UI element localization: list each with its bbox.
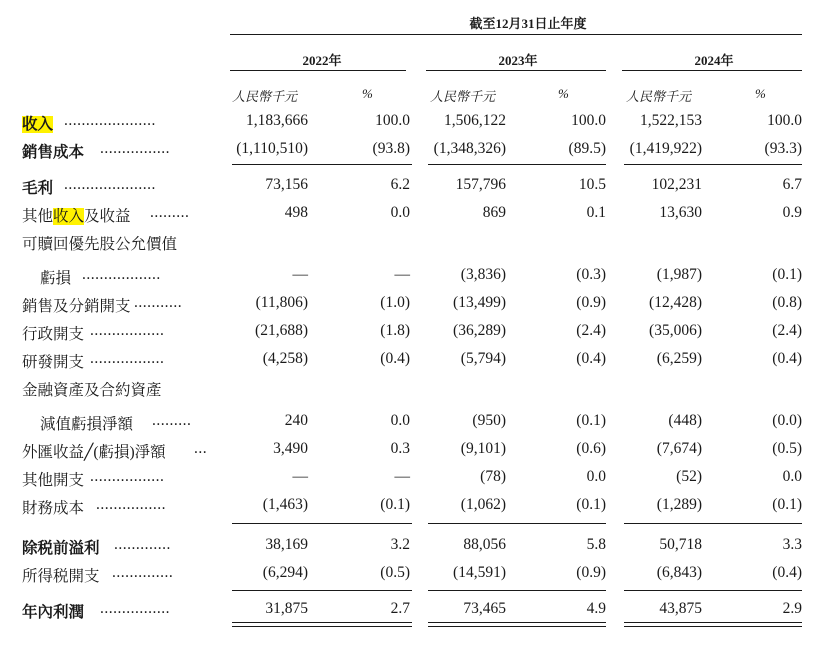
value-2022-amount: 498: [284, 204, 308, 221]
value-2024-pct: (2.4): [772, 322, 802, 339]
value-2024-amount: 102,231: [651, 176, 702, 193]
value-2024-pct: (93.3): [764, 140, 802, 157]
value-2024-pct: (0.8): [772, 294, 802, 311]
year-2023-header: 2023年: [498, 53, 538, 68]
value-2022-pct: (1.0): [380, 294, 410, 311]
value-2023-pct: (0.4): [576, 350, 606, 367]
value-2024-amount: (7,674): [656, 440, 702, 457]
value-2024-pct: (0.0): [772, 412, 802, 429]
leader-dots: .............: [114, 536, 171, 553]
table-row: [0, 176, 832, 200]
value-2024-amount: (12,428): [649, 294, 702, 311]
value-2024-amount: (6,259): [656, 350, 702, 367]
table-row: [0, 294, 832, 318]
value-2023-amount: (14,591): [453, 564, 506, 581]
year-rule-2024: [622, 70, 802, 71]
value-2023-pct: (0.1): [576, 496, 606, 513]
table-row: [0, 350, 832, 374]
table-row: [0, 564, 832, 588]
value-2024-pct: (0.4): [772, 564, 802, 581]
value-2024-amount: (1,289): [656, 496, 702, 513]
value-2023-amount: 1,506,122: [444, 112, 506, 129]
value-2022-amount: (21,688): [255, 322, 308, 339]
year-rule-2023: [426, 70, 606, 71]
value-2023-pct: 100.0: [571, 112, 606, 129]
row-label: 財務成本: [22, 500, 85, 517]
value-2024-pct: 0.9: [782, 204, 802, 221]
value-2022-amount: (6,294): [262, 564, 308, 581]
subtotal-rule: [428, 164, 606, 165]
value-2022-amount: 38,169: [265, 536, 308, 553]
value-2023-amount: (950): [472, 412, 506, 429]
table-row: [0, 140, 832, 164]
value-2024-pct: (0.4): [772, 350, 802, 367]
leader-dots: ..............: [112, 564, 174, 581]
value-2023-amount: (13,499): [453, 294, 506, 311]
table-row: [0, 440, 832, 464]
value-2022-amount: (11,806): [255, 294, 308, 311]
value-2023-pct: (0.9): [576, 564, 606, 581]
year-2022-header: 2022年: [302, 53, 342, 68]
leader-dots: ................: [100, 140, 170, 157]
value-2024-pct: 3.3: [782, 536, 802, 553]
value-2023-pct: (0.9): [576, 294, 606, 311]
value-2022-pct: (93.8): [372, 140, 410, 157]
period-header: 截至12月31日止年度: [469, 16, 587, 31]
table-row: [0, 496, 832, 520]
value-2024-pct: 100.0: [767, 112, 802, 129]
value-2024-amount: (6,843): [656, 564, 702, 581]
row-label: 外匯收益╱(虧損)淨額: [22, 444, 166, 461]
table-row: [0, 232, 832, 256]
subtotal-rule: [624, 590, 802, 591]
table-row: [0, 468, 832, 492]
leader-dots: ..................: [82, 266, 161, 283]
value-2023-pct: 10.5: [578, 176, 606, 193]
value-2022-amount: 31,875: [265, 600, 308, 617]
table-row: [0, 204, 832, 228]
value-2023-amount: 157,796: [455, 176, 506, 193]
value-2022-pct: —: [394, 468, 410, 485]
value-2022-amount: 73,156: [265, 176, 308, 193]
value-2022-pct: —: [394, 266, 410, 283]
value-2023-amount: (5,794): [460, 350, 506, 367]
value-2024-amount: 13,630: [659, 204, 702, 221]
value-2022-pct: (0.4): [380, 350, 410, 367]
value-2024-pct: (0.5): [772, 440, 802, 457]
value-2022-amount: 1,183,666: [246, 112, 308, 129]
value-2022-pct: 2.7: [390, 600, 410, 617]
row-label: 研發開支: [22, 354, 85, 371]
row-label: 減值虧損淨額: [40, 416, 134, 433]
row-label: 銷售成本: [22, 144, 85, 161]
total-double-rule: [428, 622, 606, 627]
value-2023-pct: (2.4): [576, 322, 606, 339]
value-2022-amount: (4,258): [262, 350, 308, 367]
value-2022-pct: (0.1): [380, 496, 410, 513]
leader-dots: ................: [96, 496, 166, 513]
row-label: 其他收入及收益: [22, 208, 131, 225]
total-double-rule: [624, 622, 802, 627]
value-2023-amount: (1,062): [460, 496, 506, 513]
pct-label-2024: %: [755, 86, 766, 101]
value-2022-pct: (1.8): [380, 322, 410, 339]
year-2024-header: 2024年: [694, 53, 734, 68]
value-2023-pct: (0.3): [576, 266, 606, 283]
header-rule: [230, 34, 802, 35]
row-label: 金融資產及合約資產: [22, 382, 162, 399]
value-2024-amount: 50,718: [659, 536, 702, 553]
value-2024-amount: (52): [676, 468, 702, 485]
unit-label-2024: 人民幣千元: [626, 89, 692, 104]
value-2024-pct: 2.9: [782, 600, 802, 617]
value-2023-amount: 88,056: [463, 536, 506, 553]
value-2024-amount: 43,875: [659, 600, 702, 617]
row-label: 毛利: [22, 180, 54, 197]
value-2023-amount: (36,289): [453, 322, 506, 339]
value-2022-pct: 100.0: [375, 112, 410, 129]
leader-dots: .........: [150, 204, 190, 221]
value-2024-amount: (448): [668, 412, 702, 429]
leader-dots: ...........: [134, 294, 183, 311]
subtotal-rule: [232, 164, 412, 165]
subtotal-rule: [624, 523, 802, 524]
row-label: 銷售及分銷開支: [22, 298, 131, 315]
leader-dots: .................: [90, 350, 165, 367]
table-row: [0, 112, 832, 136]
leader-dots: .................: [90, 468, 165, 485]
row-label: 虧損: [40, 270, 72, 287]
row-label: 可贖回優先股公允價值: [22, 236, 178, 253]
table-row: [0, 266, 832, 290]
value-2022-amount: 240: [284, 412, 308, 429]
value-2024-amount: (35,006): [649, 322, 702, 339]
row-label: 所得税開支: [22, 568, 100, 585]
value-2022-amount: —: [292, 266, 308, 283]
table-row: [0, 536, 832, 560]
row-label: 年內利潤: [22, 604, 85, 621]
row-label: 除税前溢利: [22, 540, 100, 557]
value-2023-pct: 4.9: [586, 600, 606, 617]
value-2022-pct: 6.2: [390, 176, 410, 193]
value-2022-amount: (1,110,510): [236, 140, 308, 157]
year-rule-2022: [230, 70, 406, 71]
total-double-rule: [232, 622, 412, 627]
value-2023-pct: 0.0: [586, 468, 606, 485]
value-2022-pct: 3.2: [390, 536, 410, 553]
value-2024-amount: 1,522,153: [640, 112, 702, 129]
leader-dots: ...: [194, 440, 208, 457]
subtotal-rule: [232, 523, 412, 524]
value-2023-pct: (0.6): [576, 440, 606, 457]
value-2022-pct: (0.5): [380, 564, 410, 581]
row-label: 其他開支: [22, 472, 85, 489]
table-row: [0, 322, 832, 346]
row-label: 行政開支: [22, 326, 85, 343]
value-2022-amount: 3,490: [273, 440, 308, 457]
value-2023-pct: (0.1): [576, 412, 606, 429]
value-2024-pct: 6.7: [782, 176, 802, 193]
leader-dots: .....................: [64, 176, 156, 193]
value-2023-amount: (9,101): [460, 440, 506, 457]
pct-label-2023: %: [558, 86, 569, 101]
table-row: [0, 600, 832, 624]
value-2022-amount: —: [292, 468, 308, 485]
unit-label-2022: 人民幣千元: [232, 89, 298, 104]
subtotal-rule: [428, 590, 606, 591]
leader-dots: .....................: [64, 112, 156, 129]
value-2022-amount: (1,463): [262, 496, 308, 513]
value-2023-pct: 0.1: [586, 204, 606, 221]
subtotal-rule: [428, 523, 606, 524]
value-2022-pct: 0.0: [390, 204, 410, 221]
leader-dots: .................: [90, 322, 165, 339]
row-label: [22, 112, 53, 134]
value-2024-pct: (0.1): [772, 496, 802, 513]
pct-label-2022: %: [362, 86, 373, 101]
value-2023-amount: (3,836): [460, 266, 506, 283]
value-2023-pct: (89.5): [568, 140, 606, 157]
value-2024-pct: (0.1): [772, 266, 802, 283]
leader-dots: ................: [100, 600, 170, 617]
value-2023-amount: 869: [482, 204, 506, 221]
value-2023-pct: 5.8: [586, 536, 606, 553]
value-2024-pct: 0.0: [782, 468, 802, 485]
subtotal-rule: [232, 590, 412, 591]
unit-label-2023: 人民幣千元: [430, 89, 496, 104]
value-2023-amount: (78): [480, 468, 506, 485]
highlight-mark: 收入: [22, 116, 54, 133]
value-2024-amount: (1,419,922): [629, 140, 702, 157]
value-2022-pct: 0.3: [390, 440, 410, 457]
value-2023-amount: (1,348,326): [433, 140, 506, 157]
highlight-mark: 收入: [53, 208, 85, 225]
table-row: [0, 412, 832, 436]
value-2024-amount: (1,987): [656, 266, 702, 283]
subtotal-rule: [624, 164, 802, 165]
leader-dots: .........: [152, 412, 192, 429]
table-row: [0, 378, 832, 402]
value-2023-amount: 73,465: [463, 600, 506, 617]
value-2022-pct: 0.0: [390, 412, 410, 429]
